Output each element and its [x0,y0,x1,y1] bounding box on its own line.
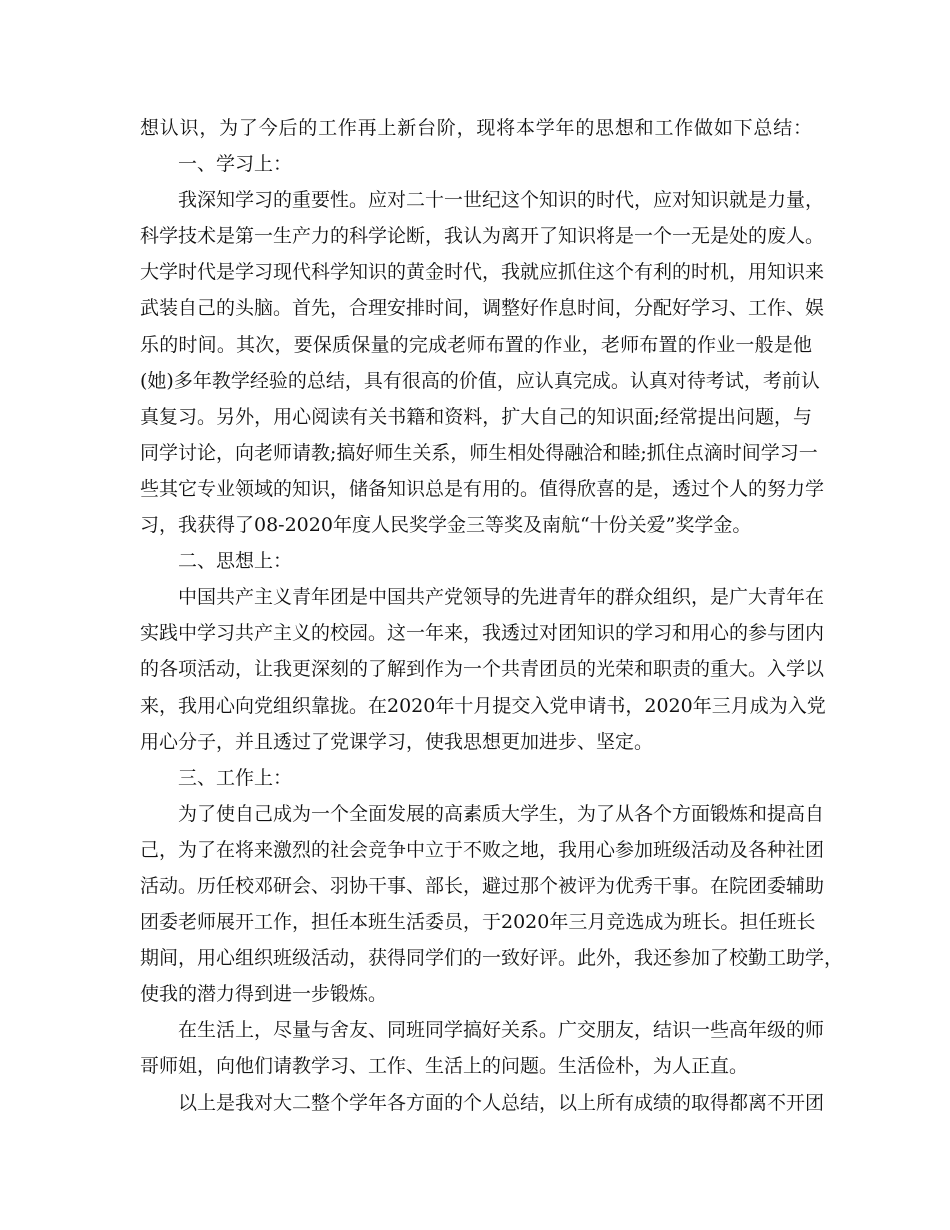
paragraph-line: 己，为了在将来激烈的社会竞争中立于不败之地，我用心参加班级活动及各种社团 [140,838,825,861]
paragraph-line: 在生活上，尽量与舍友、同班同学搞好关系。广交朋友，结识一些高年级的师 [178,1019,825,1042]
paragraph-line: 为了使自己成为一个全面发展的高素质大学生，为了从各个方面锻炼和提高自 [178,802,825,825]
paragraph-line: 使我的潜力得到进一步锻炼。 [140,983,388,1006]
paragraph-line: (她)多年教学经验的总结，具有很高的价值，应认真完成。认真对待考试，考前认 [140,369,820,392]
paragraph-line: 中国共产主义青年团是中国共产党领导的先进青年的群众组织，是广大青年在 [178,586,825,609]
paragraph-line: 来，我用心向党组织靠拢。在2020年十月提交入党申请书，2020年三月成为入党 [140,694,826,717]
section-heading: 二、思想上： [178,550,293,573]
paragraph-line: 的各项活动，让我更深刻的了解到作为一个共青团员的光荣和职责的重大。入学以 [140,658,825,681]
paragraph-line: 用心分子，并且透过了党课学习，使我思想更加进步、坚定。 [140,730,654,753]
paragraph-line: 活动。历任校邓研会、羽协干事、部长，避过那个被评为优秀干事。在院团委辅助 [140,874,825,897]
paragraph-line: 哥师姐，向他们请教学习、工作、生活上的问题。生活俭朴，为人正直。 [140,1055,749,1078]
paragraph-line: 真复习。另外，用心阅读有关书籍和资料，扩大自己的知识面;经常提出问题，与 [140,405,812,428]
paragraph-line: 武装自己的头脑。首先，合理安排时间，调整好作息时间，分配好学习、工作、娱 [140,297,825,320]
paragraph-line: 我深知学习的重要性。应对二十一世纪这个知识的时代，应对知识就是力量， [178,189,825,212]
paragraph-line: 实践中学习共产主义的校园。这一年来，我透过对团知识的学习和用心的参与团内 [140,622,825,645]
paragraph-line: 科学技术是第一生产力的科学论断，我认为离开了知识将是一个一无是处的废人。 [140,225,825,248]
paragraph-line: 大学时代是学习现代科学知识的黄金时代，我就应抓住这个有利的时机，用知识来 [140,261,825,284]
paragraph-line: 以上是我对大二整个学年各方面的个人总结，以上所有成绩的取得都离不开团 [178,1091,825,1114]
section-heading: 一、学习上： [178,153,293,176]
paragraph-line: 习，我获得了08-2020年度人民奖学金三等奖及南航“十份关爱”奖学金。 [140,514,752,537]
paragraph-line: 乐的时间。其次，要保质保量的完成老师布置的作业，老师布置的作业一般是他 [140,333,812,356]
paragraph-line: 同学讨论，向老师请教;搞好师生关系，师生相处得融洽和睦;抓住点滴时间学习一 [140,441,818,464]
paragraph-line: 期间，用心组织班级活动，获得同学们的一致好评。此外，我还参加了校勤工助学， [140,947,844,970]
paragraph-line: 些其它专业领域的知识，储备知识总是有用的。值得欣喜的是，透过个人的努力学 [140,477,825,500]
paragraph-line: 想认识，为了今后的工作再上新台阶，现将本学年的思想和工作做如下总结： [140,117,812,139]
paragraph-line: 团委老师展开工作，担任本班生活委员，于2020年三月竞选成为班长。担任班长 [140,911,816,934]
section-heading: 三、工作上： [178,766,293,789]
document-page [140,110,844,1121]
